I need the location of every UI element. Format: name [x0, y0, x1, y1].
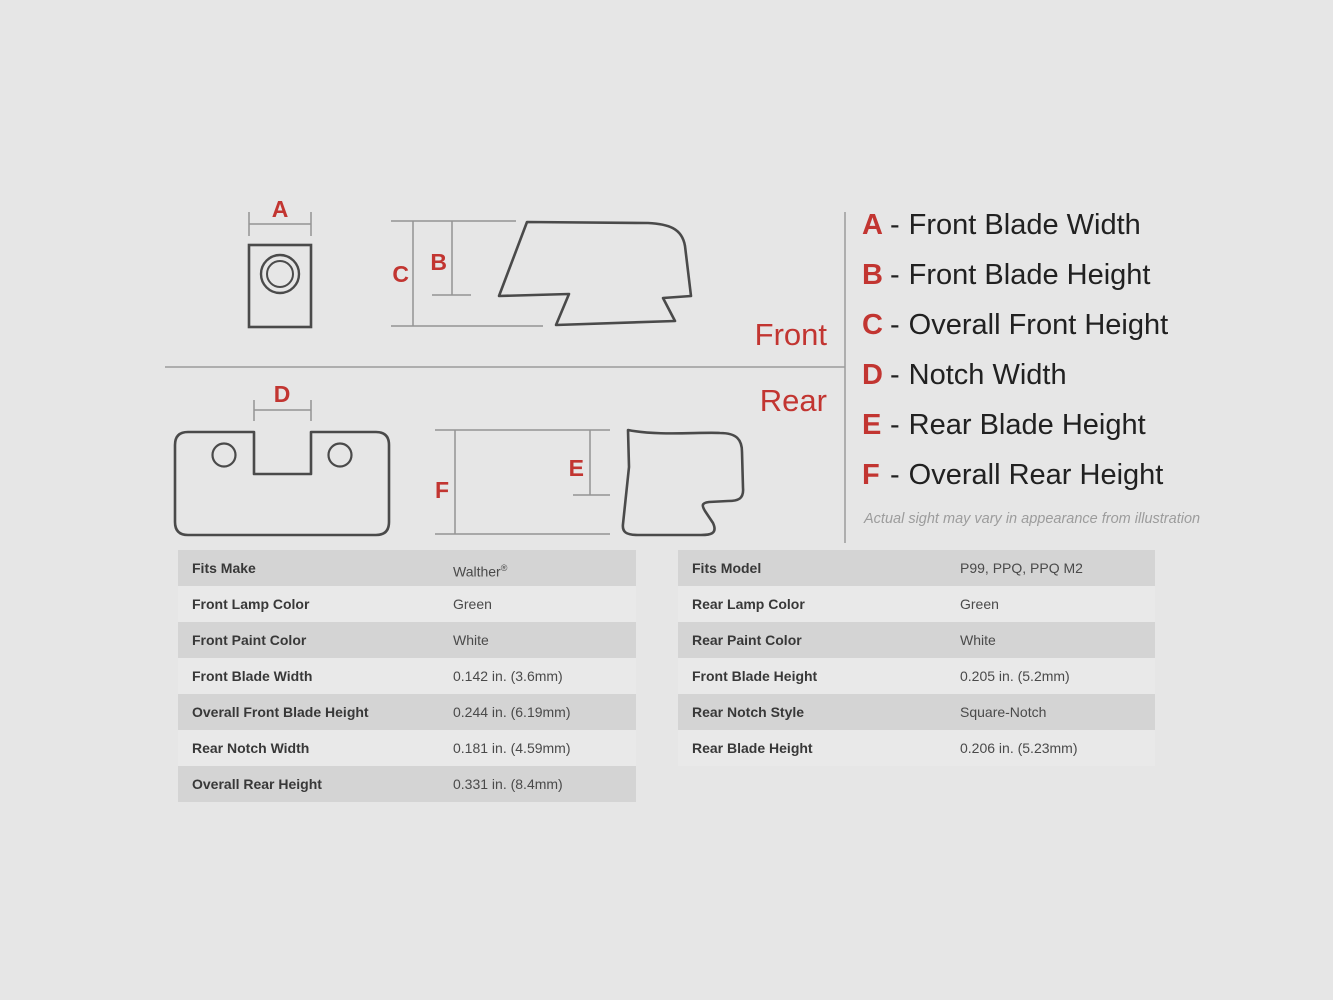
dim-label-e: E: [568, 455, 584, 481]
table-row: [178, 730, 636, 766]
table-row: [678, 550, 1155, 586]
table-row: [678, 586, 1155, 622]
legend-letter: E: [862, 409, 882, 441]
dim-label-d: D: [273, 381, 291, 407]
spec-value: P99, PPQ, PPQ M2: [960, 560, 1083, 576]
spec-value: Green: [960, 596, 999, 612]
spec-value: Green: [453, 596, 492, 612]
spec-label: Rear Paint Color: [692, 632, 802, 648]
legend-item-e: [862, 400, 1182, 450]
dim-label-f: F: [434, 477, 449, 503]
spec-value: 0.244 in. (6.19mm): [453, 704, 571, 720]
legend-dash: -: [890, 259, 900, 291]
table-row: [178, 694, 636, 730]
legend-dash: -: [890, 209, 900, 241]
front-lamp-inner-circle: [267, 261, 293, 287]
spec-value: 0.181 in. (4.59mm): [453, 740, 571, 756]
table-row: [678, 622, 1155, 658]
rear-sight-face-diagram: [175, 381, 389, 535]
table-row: [678, 658, 1155, 694]
rear-sight-body: [175, 432, 389, 535]
legend-letter: A: [862, 209, 883, 241]
rear-blade-profile-shape: [623, 430, 743, 535]
legend-label: Front Blade Width: [908, 209, 1141, 241]
legend-dash: -: [890, 359, 900, 391]
table-row: [178, 622, 636, 658]
legend-dash: -: [890, 409, 900, 441]
table-row: [678, 694, 1155, 730]
spec-label: Fits Make: [192, 560, 256, 576]
front-section-label: Front: [754, 317, 827, 352]
front-sight-face-diagram: [249, 196, 311, 327]
legend-item-f: [862, 450, 1182, 500]
legend-dash: -: [890, 459, 900, 491]
rear-lamp-right-circle: [329, 444, 352, 467]
spec-label: Rear Blade Height: [692, 740, 813, 756]
table-row: [178, 658, 636, 694]
legend-letter: B: [862, 259, 883, 291]
legend-label: Overall Rear Height: [908, 459, 1164, 491]
spec-value: 0.206 in. (5.23mm): [960, 740, 1078, 756]
spec-value: Square-Notch: [960, 704, 1047, 720]
spec-label: Rear Notch Width: [192, 740, 310, 756]
rear-sight-profile-diagram: [435, 430, 743, 535]
spec-label: Front Paint Color: [192, 632, 307, 648]
spec-label: Front Blade Height: [692, 668, 818, 684]
spec-value: 0.205 in. (5.2mm): [960, 668, 1070, 684]
spec-label: Rear Lamp Color: [692, 596, 805, 612]
rear-section-label: Rear: [759, 383, 827, 418]
disclaimer-text: Actual sight may vary in appearance from illustration: [864, 511, 1201, 527]
legend-label: Rear Blade Height: [908, 409, 1146, 441]
spec-label: Front Blade Width: [192, 668, 313, 684]
rear-lamp-left-circle: [213, 444, 236, 467]
spec-table-left: [178, 550, 636, 802]
spec-label: Front Lamp Color: [192, 596, 310, 612]
dimension-legend: [862, 200, 1182, 500]
legend-letter: F: [862, 459, 880, 491]
registered-trademark-symbol: ®: [500, 563, 508, 573]
spec-table-right: [678, 550, 1155, 766]
spec-label: Rear Notch Style: [692, 704, 805, 720]
legend-item-b: [862, 250, 1182, 300]
spec-value: White: [453, 632, 489, 648]
legend-item-a: [862, 200, 1182, 250]
legend-letter: C: [862, 309, 883, 341]
legend-letter: D: [862, 359, 883, 391]
front-blade-profile-shape: [499, 222, 691, 325]
spec-value: [453, 550, 507, 586]
dim-label-c: C: [392, 261, 409, 287]
spec-value-text: Walther: [453, 563, 501, 580]
spec-value: 0.331 in. (8.4mm): [453, 776, 563, 792]
table-row: [178, 586, 636, 622]
table-row: [678, 730, 1155, 766]
spec-label: Fits Model: [692, 560, 762, 576]
front-sight-profile-diagram: [391, 221, 691, 326]
spec-label: Overall Front Blade Height: [192, 704, 369, 720]
legend-label: Overall Front Height: [908, 309, 1169, 341]
dim-label-a: A: [271, 196, 289, 222]
legend-label: Front Blade Height: [908, 259, 1151, 291]
spec-value: White: [960, 632, 996, 648]
legend-item-d: [862, 350, 1182, 400]
table-row: [178, 550, 636, 586]
table-row: [178, 766, 636, 802]
legend-dash: -: [890, 309, 900, 341]
legend-item-c: [862, 300, 1182, 350]
spec-label: Overall Rear Height: [192, 776, 322, 792]
spec-value: 0.142 in. (3.6mm): [453, 668, 563, 684]
dim-label-b: B: [430, 249, 447, 275]
legend-label: Notch Width: [908, 359, 1067, 391]
